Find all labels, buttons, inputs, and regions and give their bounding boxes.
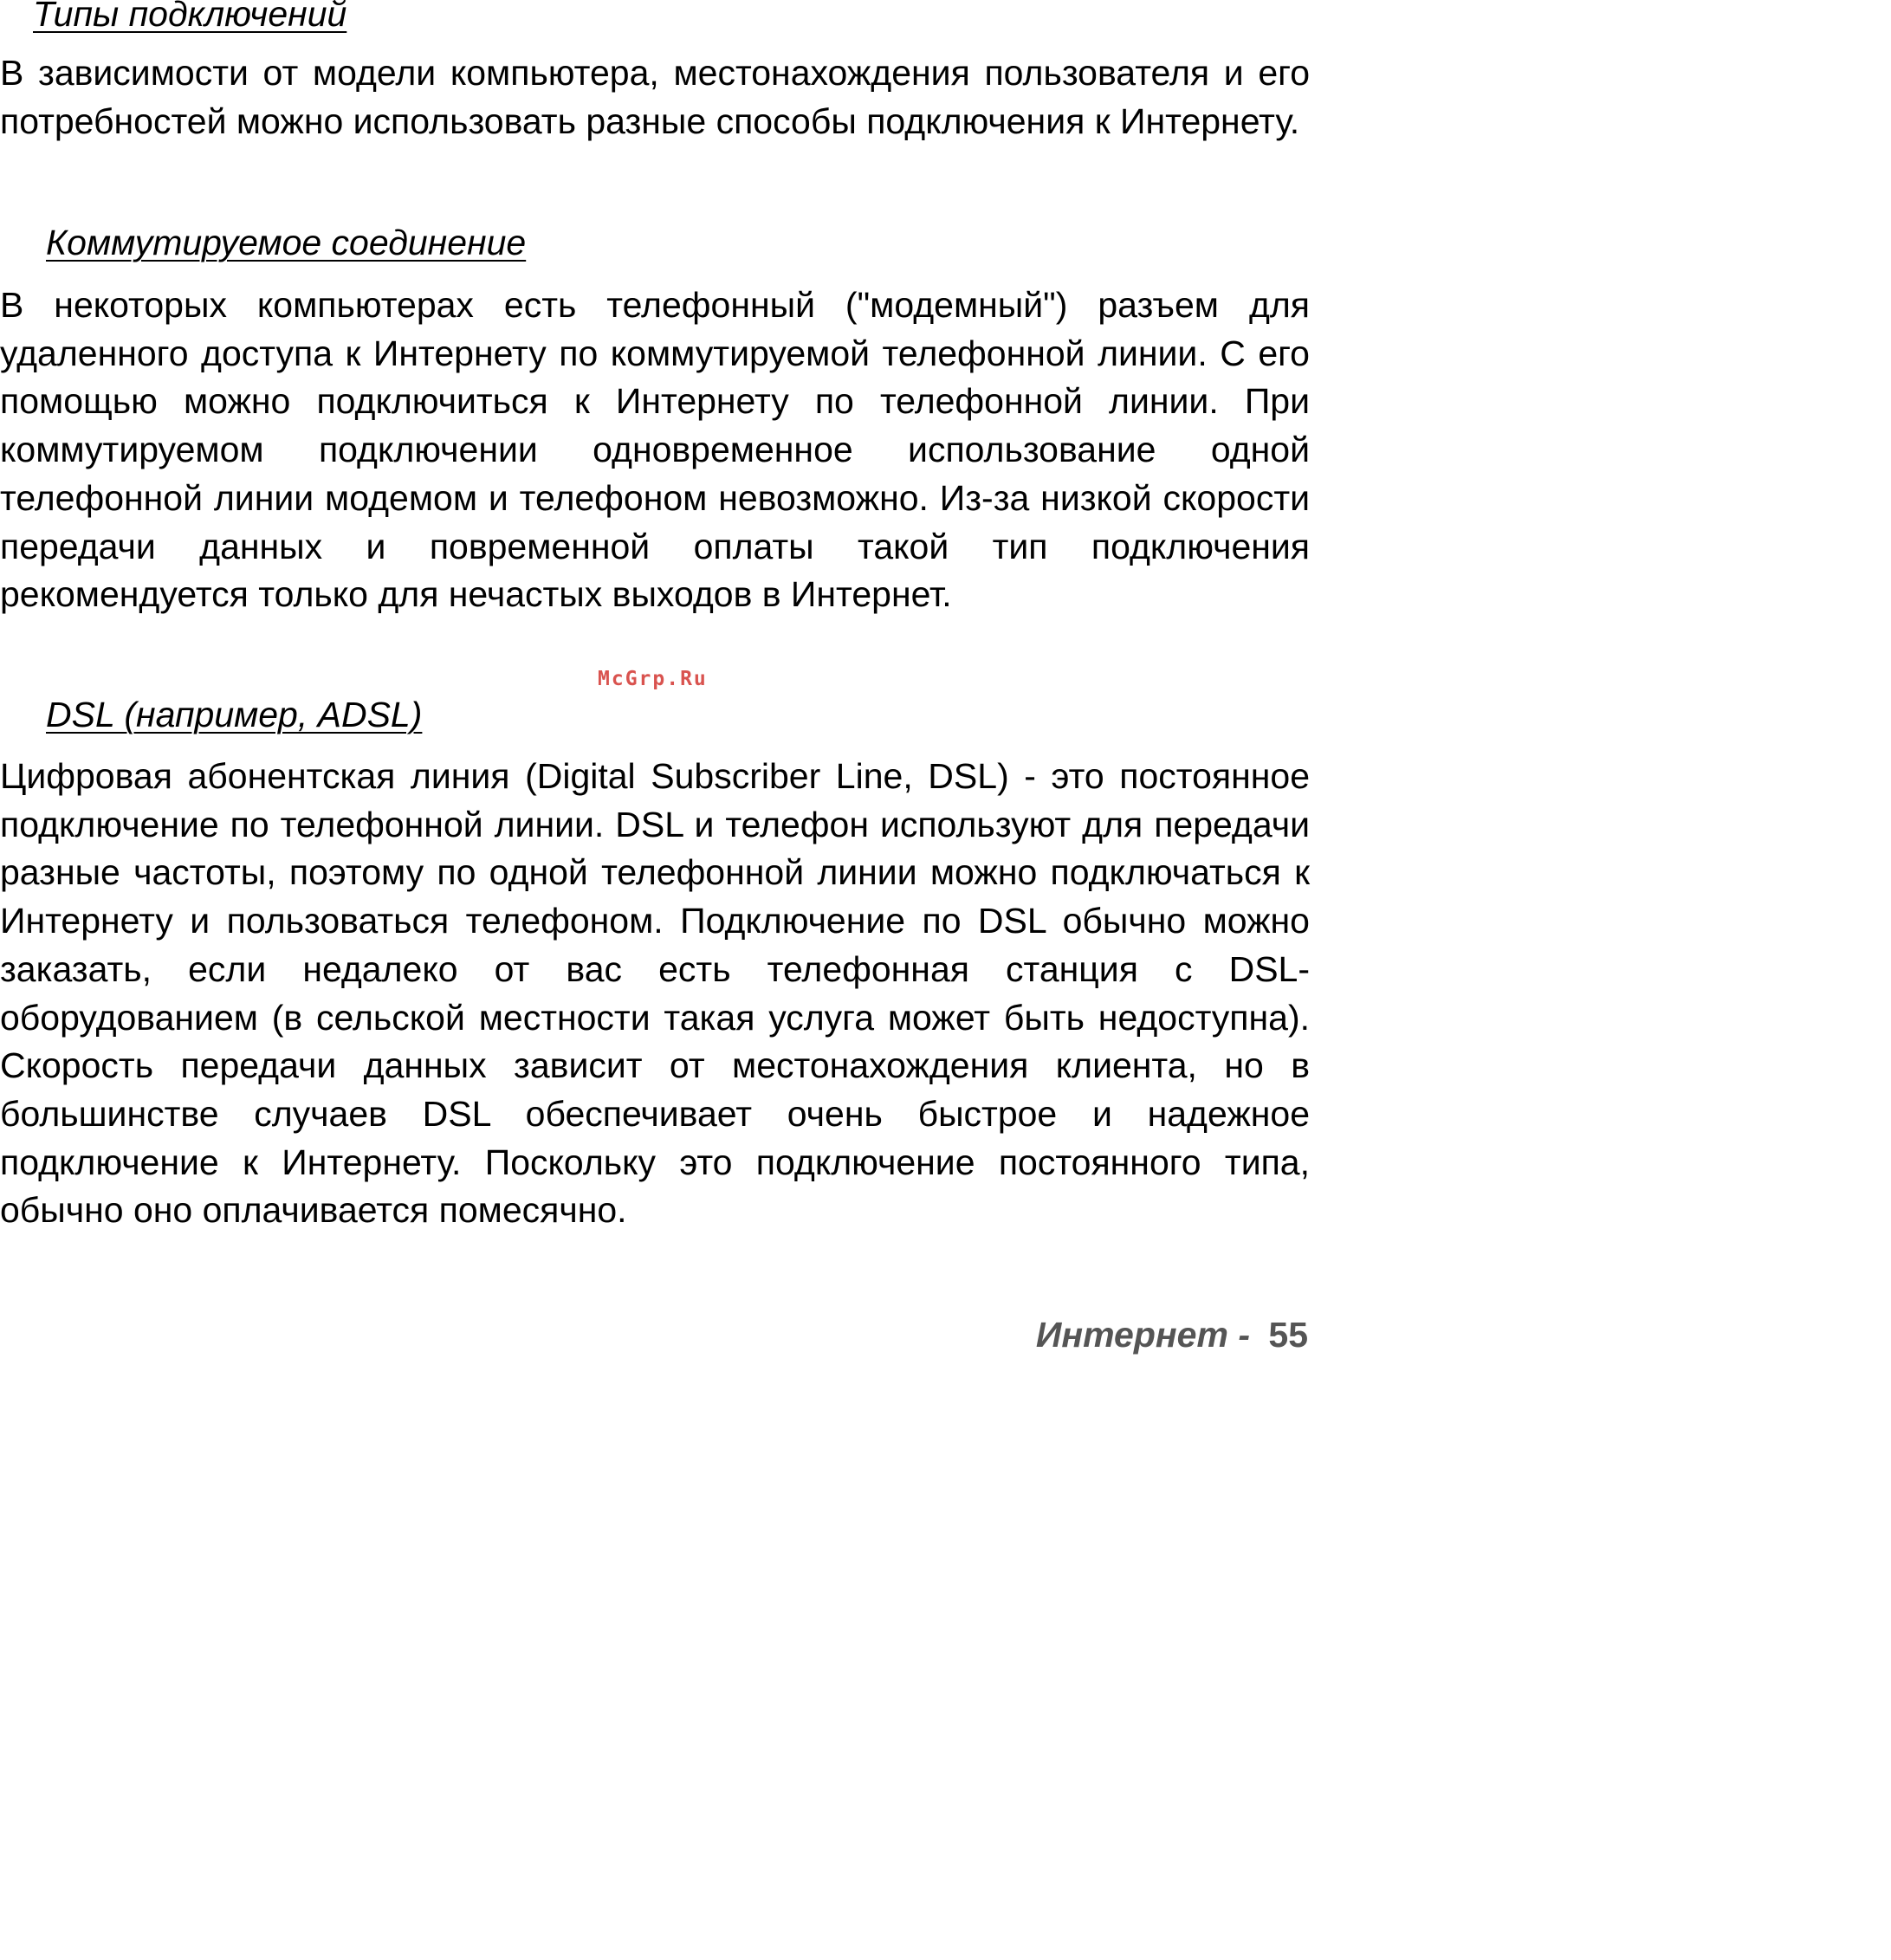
footer-separator: -: [1238, 1315, 1250, 1355]
paragraph-connection-types: В зависимости от модели компьютера, местонахождения пользователя и его потребностей можно использовать разные способы подключения к Интернету.: [0, 53, 1310, 141]
section-heading-dialup: Коммутируемое соединение: [46, 223, 527, 262]
section-heading-connection-types: Типы подключений: [33, 0, 347, 34]
document-page: [0, 0, 1313, 1358]
paragraph-dialup: В некоторых компьютерах есть телефонный ("модемный") разъем для удаленного доступа к Интернету по коммутируемой телефонной линии. С его помощью можно подключиться к Интернету по телефонной линии. При коммутируемом подключении одновременное использование одной телефонной линии модемом и телефоном невозможно. Из-за низкой скорости передачи данных и повременной оплаты такой тип подключения рекомендуется только для нечастых выходов в Интернет.: [0, 285, 1310, 615]
section-heading-dsl: DSL (например, ADSL): [46, 695, 423, 734]
watermark: McGrp.Ru: [598, 668, 708, 690]
page-footer: [1036, 1315, 1308, 1355]
paragraph-dsl: Цифровая абонентская линия (Digital Subscriber Line, DSL) - это постоянное подключение по телефонной линии. DSL и телефон используют для передачи разные частоты, поэтому по одной телефонной линии можно подключаться к Интернету и пользоваться телефоном. Подключение по DSL обычно можно заказать, если недалеко от вас есть телефонная станция с DSL-оборудованием (в сельской местности такая услуга может быть недоступна). Скорость передачи данных зависит от местонахождения клиента, но в большинстве случаев DSL обеспечивает очень быстрое и надежное подключение к Интернету. Поскольку это подключение постоянного типа, обычно оно оплачивается помесячно.: [0, 756, 1310, 1231]
page-number: 55: [1268, 1315, 1308, 1355]
footer-section-title: Интернет: [1035, 1315, 1228, 1355]
